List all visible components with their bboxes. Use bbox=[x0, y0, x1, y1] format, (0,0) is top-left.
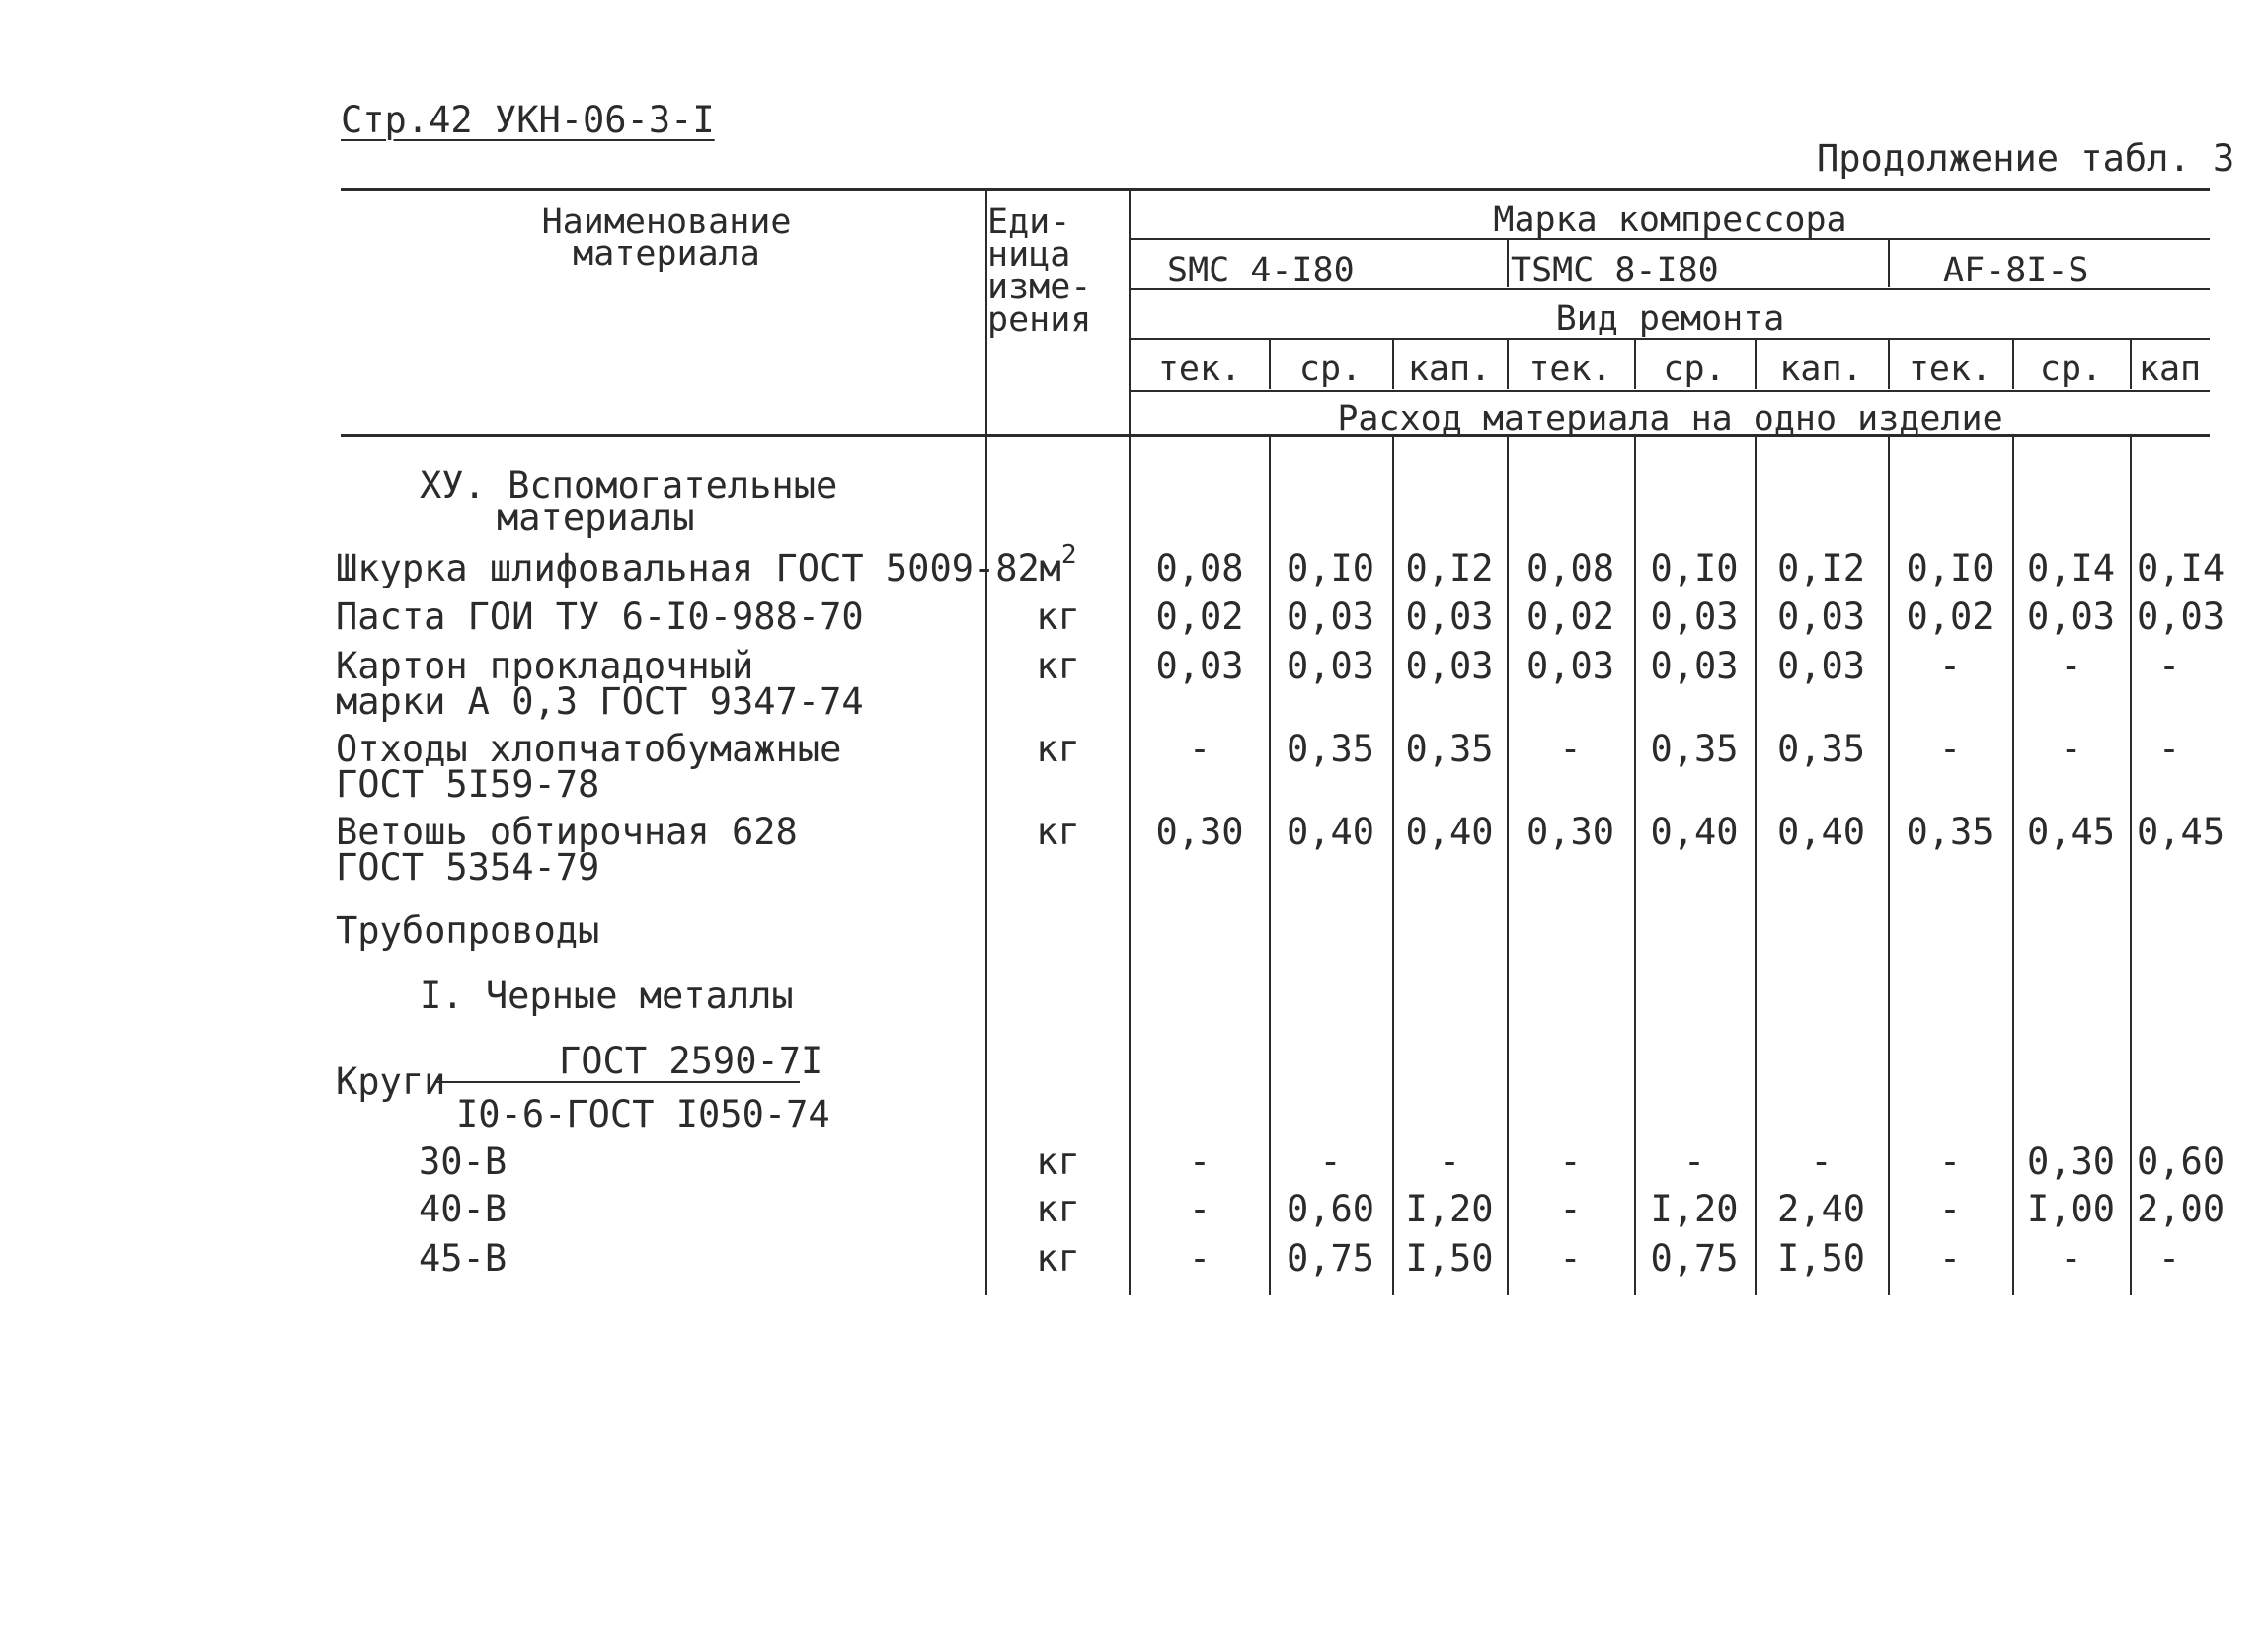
value-cell: - bbox=[1938, 1237, 1962, 1280]
row-name-cont: ГОСТ 5354-79 bbox=[336, 846, 600, 889]
pipe-row-unit: кг bbox=[1036, 1140, 1080, 1183]
row-name-cont: ГОСТ 5I59-78 bbox=[336, 763, 600, 806]
value-cell: 0,40 bbox=[1286, 811, 1375, 853]
value-cell: 0,I2 bbox=[1405, 547, 1494, 589]
table-top-border bbox=[341, 188, 2210, 191]
value-col-divider bbox=[2130, 436, 2132, 1295]
value-cell: 0,03 bbox=[2026, 595, 2116, 638]
value-cell: - bbox=[1559, 1188, 1582, 1230]
value-cell: - bbox=[1188, 1188, 1212, 1230]
row-name: Картон прокладочный bbox=[336, 645, 754, 687]
header-unit-line1: Еди- bbox=[987, 202, 1071, 242]
value-cell: - bbox=[2157, 728, 2181, 770]
row-unit: кг bbox=[1036, 645, 1080, 687]
brand-divider-1 bbox=[1507, 240, 1509, 287]
value-cell: 0,03 bbox=[1776, 595, 1866, 638]
pipe-row-name: 40-В bbox=[419, 1188, 508, 1230]
value-cell: 0,03 bbox=[1155, 645, 1244, 687]
value-cell: - bbox=[1938, 1140, 1962, 1183]
value-cell: - bbox=[1319, 1140, 1342, 1183]
pipe-row-unit: кг bbox=[1036, 1188, 1080, 1230]
value-cell: 2,00 bbox=[2137, 1188, 2226, 1230]
value-cell: 0,03 bbox=[1650, 645, 1739, 687]
value-cell: 0,30 bbox=[1155, 811, 1244, 853]
brand-divider-2 bbox=[1888, 240, 1890, 287]
repair-type: кап bbox=[2138, 350, 2202, 389]
repair-type: кап. bbox=[1407, 350, 1492, 389]
value-cell: - bbox=[1559, 728, 1582, 770]
page-ref: Стр.42 УКН-06-3-I bbox=[341, 99, 715, 141]
value-cell: 0,30 bbox=[2026, 1140, 2116, 1183]
brand-af: AF-8I-S bbox=[1943, 251, 2089, 290]
circles-label: Круги bbox=[336, 1060, 446, 1103]
value-cell: 0,08 bbox=[1525, 547, 1615, 589]
value-cell: - bbox=[2157, 1237, 2181, 1280]
value-cell: - bbox=[1682, 1140, 1706, 1183]
value-cell: 2,40 bbox=[1776, 1188, 1866, 1230]
value-cell: - bbox=[2060, 645, 2082, 687]
value-cell: 0,75 bbox=[1286, 1237, 1375, 1280]
header-unit-line4: рения bbox=[987, 300, 1092, 340]
row-name: Ветошь обтирочная 628 bbox=[336, 811, 798, 853]
value-cell: I,50 bbox=[1405, 1237, 1494, 1280]
value-cell: 0,03 bbox=[1776, 645, 1866, 687]
row-name-cont: марки А 0,3 ГОСТ 9347-74 bbox=[336, 680, 864, 723]
value-cell: 0,I0 bbox=[1650, 547, 1739, 589]
value-cell: - bbox=[1188, 1140, 1212, 1183]
fraction-top: ГОСТ 2590-7I bbox=[559, 1040, 823, 1082]
pipe-row-name: 30-В bbox=[419, 1140, 508, 1183]
pipe-row-name: 45-В bbox=[419, 1237, 508, 1280]
row-unit: $м^2$ bbox=[1039, 540, 1077, 589]
row-name: Отходы хлопчатобумажные bbox=[336, 728, 842, 770]
value-cell: - bbox=[1938, 645, 1962, 687]
value-cell: 0,I0 bbox=[1286, 547, 1375, 589]
section-title-line1: ХУ. Вспомогательные bbox=[420, 464, 838, 507]
value-cell: 0,45 bbox=[2137, 811, 2226, 853]
value-cell: 0,03 bbox=[1405, 645, 1494, 687]
pipelines-title: Трубопроводы bbox=[336, 909, 600, 952]
value-cell: 0,40 bbox=[1405, 811, 1494, 853]
value-cell: I,20 bbox=[1650, 1188, 1739, 1230]
value-cell: 0,02 bbox=[1525, 595, 1615, 638]
value-cell: - bbox=[2060, 1237, 2082, 1280]
consumption-title: Расход материала на одно изделие bbox=[1337, 399, 2003, 438]
value-cell: 0,03 bbox=[2137, 595, 2226, 638]
header-name-line2: материала bbox=[573, 234, 760, 274]
value-cell: I,50 bbox=[1776, 1237, 1866, 1280]
value-cell: 0,35 bbox=[1286, 728, 1375, 770]
repair-type: ср. bbox=[1298, 350, 1363, 389]
header-unit-line2: ница bbox=[987, 235, 1071, 274]
value-cell: I,20 bbox=[1405, 1188, 1494, 1230]
value-cell: 0,03 bbox=[1405, 595, 1494, 638]
row-name: Шкурка шлифовальная ГОСТ 5009-82 bbox=[336, 547, 1040, 589]
value-cell: 0,02 bbox=[1155, 595, 1244, 638]
value-cell: 0,35 bbox=[1405, 728, 1494, 770]
value-cell: 0,02 bbox=[1906, 595, 1994, 638]
value-cell: - bbox=[1188, 1237, 1212, 1280]
brand-tsmc: TSMC 8-I80 bbox=[1511, 251, 1719, 290]
value-cell: - bbox=[1559, 1237, 1582, 1280]
value-cell: 0,35 bbox=[1906, 811, 1994, 853]
value-cell: 0,08 bbox=[1155, 547, 1244, 589]
value-cell: 0,35 bbox=[1650, 728, 1739, 770]
pipe-row-unit: кг bbox=[1036, 1237, 1080, 1280]
table-continuation: Продолжение табл. 3 bbox=[1817, 137, 2235, 180]
value-cell: 0,40 bbox=[1776, 811, 1866, 853]
value-cell: - bbox=[2157, 645, 2181, 687]
value-cell: 0,I4 bbox=[2137, 547, 2226, 589]
repair-type: ср. bbox=[1663, 350, 1726, 389]
value-cell: 0,03 bbox=[1650, 595, 1739, 638]
value-cell: - bbox=[2060, 728, 2082, 770]
value-cell: 0,03 bbox=[1286, 645, 1375, 687]
value-cell: - bbox=[1810, 1140, 1833, 1183]
value-cell: - bbox=[1559, 1140, 1582, 1183]
value-cell: 0,03 bbox=[1286, 595, 1375, 638]
value-cell: 0,60 bbox=[2137, 1140, 2226, 1183]
row-name: Паста ГОИ ТУ 6-I0-988-70 bbox=[336, 595, 864, 638]
subsection-title: I. Черные металлы bbox=[420, 975, 794, 1017]
value-cell: 0,35 bbox=[1776, 728, 1866, 770]
value-cell: I,00 bbox=[2026, 1188, 2116, 1230]
repair-type: кап. bbox=[1779, 350, 1863, 389]
row-unit: кг bbox=[1036, 728, 1080, 770]
value-cell: 0,30 bbox=[1525, 811, 1615, 853]
value-cell: 0,60 bbox=[1286, 1188, 1375, 1230]
value-cell: 0,45 bbox=[2026, 811, 2116, 853]
repair-type: тек. bbox=[1528, 350, 1612, 389]
header-name-line1: Наименование bbox=[541, 202, 792, 242]
value-cell: 0,40 bbox=[1650, 811, 1739, 853]
brand-title: Марка компрессора bbox=[1493, 200, 1847, 240]
value-cell: - bbox=[1438, 1140, 1461, 1183]
value-cell: - bbox=[1938, 1188, 1962, 1230]
repair-type: ср. bbox=[2039, 350, 2103, 389]
value-cell: - bbox=[1938, 728, 1962, 770]
value-cell: 0,I0 bbox=[1906, 547, 1994, 589]
fraction-bottom: I0-6-ГОСТ I050-74 bbox=[456, 1093, 830, 1136]
section-title-line2: материалы bbox=[497, 497, 695, 539]
repair-type-row-border bbox=[1131, 390, 2210, 392]
value-cell: - bbox=[1188, 728, 1212, 770]
value-cell: 0,03 bbox=[1525, 645, 1615, 687]
row-unit: кг bbox=[1036, 595, 1080, 638]
value-cell: 0,75 bbox=[1650, 1237, 1739, 1280]
value-cell: 0,I4 bbox=[2026, 547, 2116, 589]
row-unit: кг bbox=[1036, 811, 1080, 853]
header-unit-line3: изме- bbox=[987, 268, 1092, 307]
value-cell: 0,I2 bbox=[1776, 547, 1866, 589]
brand-smc: SMC 4-I80 bbox=[1167, 251, 1355, 290]
repair-title: Вид ремонта bbox=[1555, 299, 1785, 339]
fraction-line bbox=[434, 1081, 800, 1083]
repair-type: тек. bbox=[1157, 350, 1242, 389]
repair-type: тек. bbox=[1908, 350, 1993, 389]
